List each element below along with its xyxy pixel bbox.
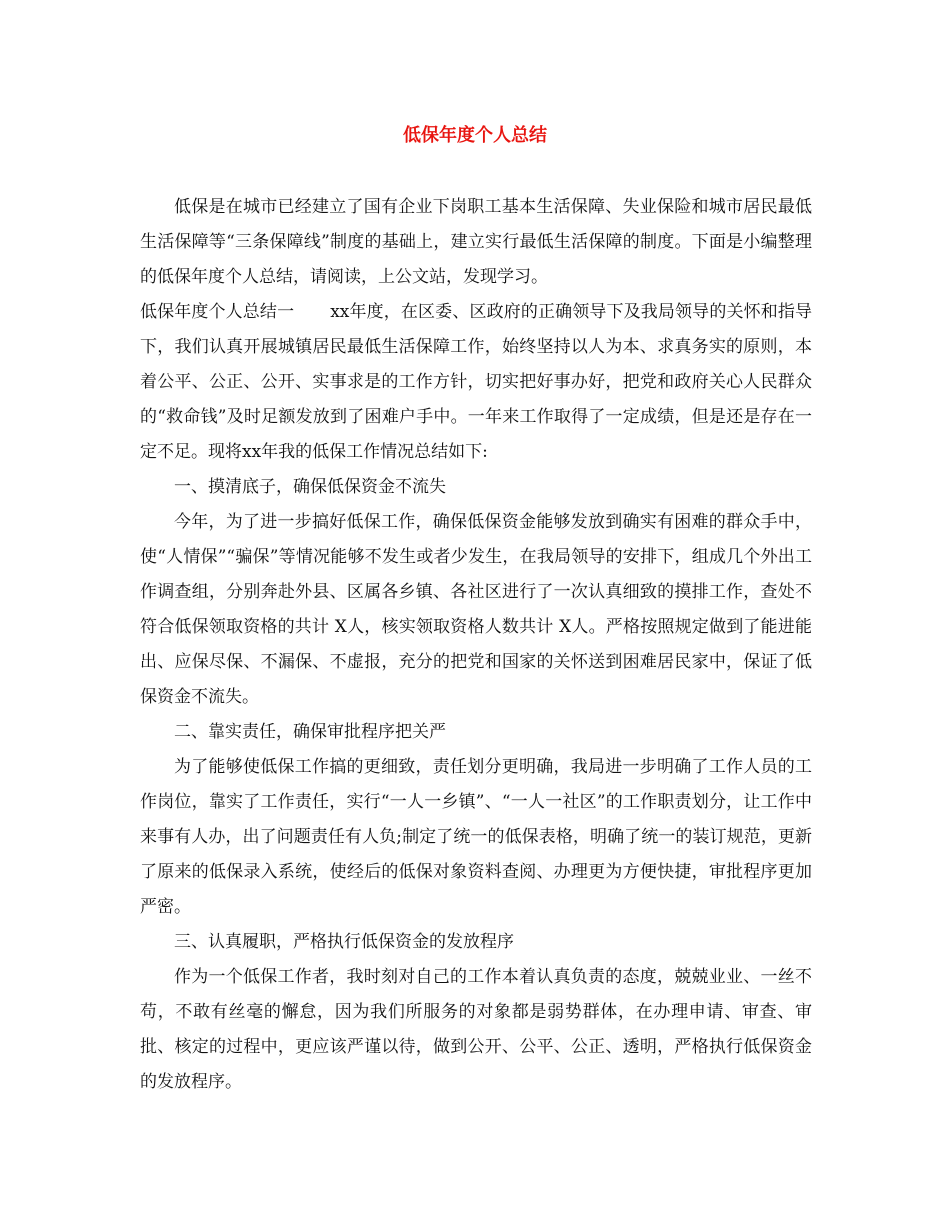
heading-1: 一、摸清底子，确保低保资金不流失 [174,477,446,497]
document-body [140,190,812,1100]
paragraph-3: 作为一个低保工作者，我时刻对自己的工作本着认真负责的态度，兢兢业业、一丝不苟，不敢有丝毫的懈怠，因为我们所服务的对象都是弱势群体，在办理申请、审查、审批、核定的过程中，更应该严谨以待，做到公开、公平、公正、透明，严格执行低保资金的发放程序。 [140,967,812,1092]
paragraph-1: 今年，为了进一步搞好低保工作，确保低保资金能够发放到确实有困难的群众手中，使“人情保”“骗保”等情况能够不发生或者少发生，在我局领导的安排下，组成几个外出工作调查组，分别奔赴外县、区属各乡镇、各社区进行了一次认真细致的摸排工作，查处不符合低保领取资格的共计 X人，核实领取资格人数共计 X人。严格按照规定做到了能进能出、应保尽保、不漏保、不虚报，充分的把党和国家的关怀送到困难居民家中，保证了低保资金不流失。 [140,512,812,707]
intro-paragraph: 低保是在城市已经建立了国有企业下岗职工基本生活保障、失业保险和城市居民最低生活保障等“三条保障线”制度的基础上，建立实行最低生活保障的制度。下面是小编整理的低保年度个人总结，请阅读，上公文站，发现学习。 [140,197,812,287]
document-title: 低保年度个人总结 [403,125,547,146]
heading-2: 二、靠实责任，确保审批程序把关严 [174,722,446,742]
section-paragraph [140,295,812,470]
section-label: 低保年度个人总结一 [140,302,295,322]
paragraph-2: 为了能够使低保工作搞的更细致，责任划分更明确，我局进一步明确了工作人员的工作岗位，靠实了工作责任，实行“一人一乡镇”、“一人一社区”的工作职责划分，让工作中来事有人办，出了问题责任有人负;制定了统一的低保表格，明确了统一的装订规范，更新了原来的低保录入系统，使经后的低保对象资料查阅、办理更为方便快捷，审批程序更加严密。 [140,757,812,917]
section-body: xx年度，在区委、区政府的正确领导下及我局领导的关怀和指导下，我们认真开展城镇居民最低生活保障工作，始终坚持以人为本、求真务实的原则，本着公平、公正、公开、实事求是的工作方针，切实把好事办好，把党和政府关心人民群众的“救命钱”及时足额发放到了困难户手中。一年来工作取得了一定成绩，但是还是存在一定不足。现将xx年我的低保工作情况总结如下: [140,302,812,462]
heading-3: 三、认真履职，严格执行低保资金的发放程序 [174,932,514,952]
